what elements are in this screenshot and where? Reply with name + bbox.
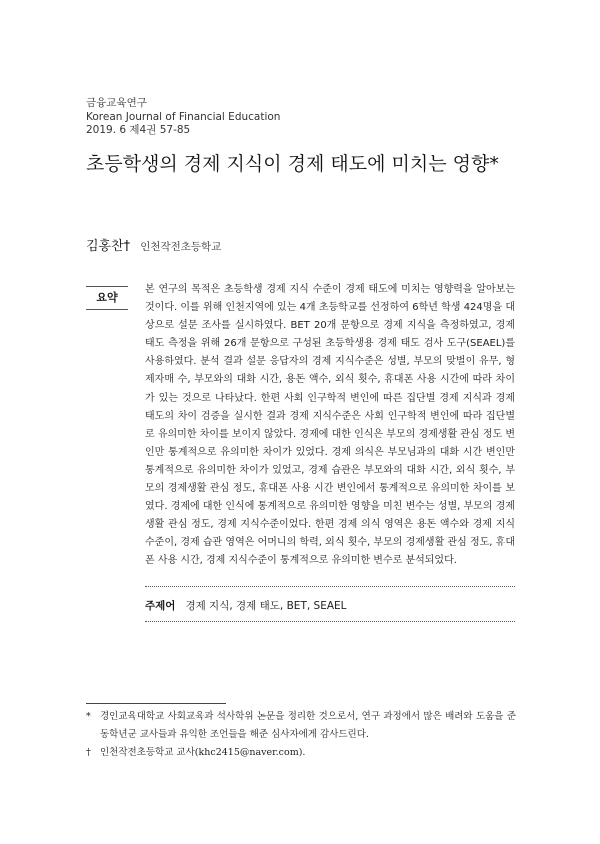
footnotes [86, 708, 516, 762]
journal-header [86, 97, 280, 138]
abstract-text: 본 연구의 목적은 초등학생 경제 지식 수준이 경제 태도에 미치는 영향력을 알아보는 것이다. 이를 위해 인천지역에 있는 4개 초등학교를 선정하여 6학년 학생 424명을 대상으로 설문 조사를 실시하였다. BET 20개 문항으로 경제 지식을 측정하였고, 경제 태도 측정을 위해 26개 문항으로 구성된 초등학생용 경제 태도 검사 도구(SEAEL)를 사용하였다. 분석 결과 설문 응답자의 경제 지식수준은 성별, 부모의 맞벌이 유무, 형제자매 수, 부모와의 대화 시간, 용돈 액수, 외식 횟수, 휴대폰 사용 시간에 따라 차이가 있는 것으로 나타났다. 한편 사회 인구학적 변인에 따른 집단별 경제 지식과 경제 태도의 차이 검증을 실시한 결과 경제 지식수준은 사회 인구학적 변인에 따라 집단별로 유의미한 차이를 보이지 않았다. 경제에 대한 인식은 부모의 경제생활 관심 정도 변인만 통계적으로 유의미한 차이가 있었다. 경제 의식은 부모님과의 대화 시간 변인만 통계적으로 유의미한 차이가 있었고, 경제 습관은 부모와의 대화 시간, 외식 횟수, 부모의 경제생활 관심 정도, 휴대폰 사용 시간 변인에서 통계적으로 유의미한 차이를 보였다. 경제에 대한 인식에 통계적으로 유의미한 영향을 미친 변수는 성별, 부모의 경제생활 관심 정도, 경제 지식수준이었다. 한편 경제 의식 영역은 용돈 액수와 경제 지식수준이, 경제 습관 영역은 어머니의 학력, 외식 횟수, 부모의 경제생활 관심 정도, 휴대폰 사용 시간, 경제 지식수준이 통계적으로 유의미한 변수로 분석되었다. [145, 284, 515, 567]
footnote [86, 708, 516, 744]
footnote-text: 경인교육대학교 사회교육과 석사학위 논문을 정리한 것으로서, 연구 과정에서 많은 배려와 도움을 준 동학년군 교사들과 유익한 조언들을 해준 심사자에게 감사드린다. [100, 711, 516, 740]
paper-title: 초등학생의 경제 지식이 경제 태도에 미치는 영향* [86, 153, 499, 175]
footnote-text: 인천작전초등학교 교사(khc2415@naver.com). [100, 747, 306, 758]
footnote-mark: † [86, 747, 91, 758]
journal-name-english: Korean Journal of Financial Education [86, 110, 281, 123]
abstract-label: 요약 [86, 286, 128, 310]
keywords-label: 주제어 [145, 600, 176, 612]
author-line [86, 235, 221, 254]
keywords-line [145, 598, 347, 613]
keywords-bottom-divider [145, 621, 515, 622]
keywords-top-divider [145, 586, 515, 587]
journal-issue: 2019. 6 제4권 57-85 [86, 124, 191, 136]
keywords-text: 경제 지식, 경제 태도, BET, SEAEL [185, 600, 347, 612]
author-name: 김홍찬† [86, 239, 131, 254]
footnote [86, 744, 516, 762]
footnote-mark: * [86, 711, 91, 722]
author-affiliation: 인천작전초등학교 [140, 241, 222, 253]
journal-name-korean: 금융교육연구 [86, 97, 147, 109]
footnote-rule [86, 703, 226, 704]
